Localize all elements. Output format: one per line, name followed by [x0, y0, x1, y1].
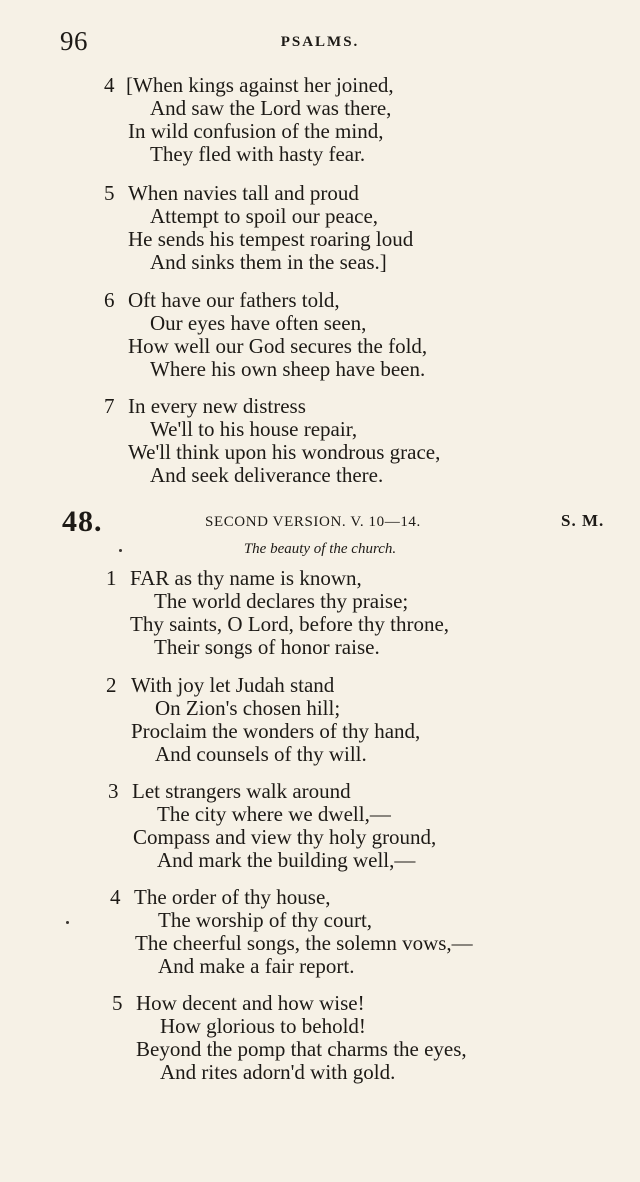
- verse-line: And saw the Lord was there,: [150, 96, 392, 120]
- verse-line: The city where we dwell,—: [157, 802, 391, 826]
- verse-line: Attempt to spoil our peace,: [150, 204, 379, 228]
- verse-line: Oft have our fathers told,: [128, 288, 340, 312]
- verse-line: The order of thy house,: [134, 885, 331, 909]
- verse-line: The worship of thy court,: [158, 908, 373, 932]
- page-number: 96: [60, 26, 88, 56]
- verse-line: [When kings against her joined,: [126, 73, 394, 97]
- verse-line: In wild confusion of the mind,: [128, 119, 384, 143]
- verse-line: How well our God secures the fold,: [128, 334, 428, 358]
- stanza-number: 3: [108, 779, 119, 803]
- verse-line: How decent and how wise!: [136, 991, 365, 1015]
- verse-line: Proclaim the wonders of thy hand,: [131, 719, 421, 743]
- psalm-heading: [0, 505, 640, 545]
- stanza-number: 6: [104, 288, 115, 312]
- verse-line: When navies tall and proud: [128, 181, 359, 205]
- stanza-number: 5: [112, 991, 123, 1015]
- stanza-number: 1: [106, 566, 117, 590]
- verse-line: And make a fair report.: [158, 954, 355, 978]
- verse-line: We'll to his house repair,: [150, 417, 358, 441]
- verse-line: The cheerful songs, the solemn vows,—: [135, 931, 473, 955]
- verse-line: Compass and view thy holy ground,: [133, 825, 437, 849]
- page-header: [0, 26, 640, 56]
- verse-line: On Zion's chosen hill;: [155, 696, 341, 720]
- verse-line: How glorious to behold!: [160, 1014, 366, 1038]
- verse-line: And counsels of thy will.: [155, 742, 367, 766]
- verse-line: And seek deliverance there.: [150, 463, 384, 487]
- verse-line: Beyond the pomp that charms the eyes,: [136, 1037, 467, 1061]
- ink-speck: [119, 549, 122, 552]
- verse-line: In every new distress: [128, 394, 306, 418]
- verse-line: Our eyes have often seen,: [150, 311, 367, 335]
- running-title: PSALMS.: [280, 34, 360, 50]
- verse-line: FAR as thy name is known,: [130, 566, 362, 590]
- psalm-number: 48.: [62, 505, 103, 538]
- verse-line: And rites adorn'd with gold.: [160, 1060, 396, 1084]
- stanza-number: 4: [104, 73, 115, 97]
- verse-line: Let strangers walk around: [132, 779, 351, 803]
- verse-line: They fled with hasty fear.: [150, 142, 366, 166]
- verse-line: And sinks them in the seas.]: [150, 250, 387, 274]
- verse-line: With joy let Judah stand: [131, 673, 335, 697]
- stanza-number: 2: [106, 673, 117, 697]
- verse-line: Their songs of honor raise.: [154, 635, 380, 659]
- version-label: SECOND VERSION. V. 10—14.: [205, 514, 421, 530]
- verse-line: The world declares thy praise;: [154, 589, 409, 613]
- ink-speck: [66, 921, 69, 924]
- stanza-number: 7: [104, 394, 115, 418]
- meter-label: S. M.: [561, 511, 605, 530]
- stanza-number: 5: [104, 181, 115, 205]
- stanza-number: 4: [110, 885, 121, 909]
- verse-line: And mark the building well,—: [157, 848, 416, 872]
- verse-line: Where his own sheep have been.: [150, 357, 426, 381]
- psalm-subtitle: The beauty of the church.: [243, 541, 397, 557]
- verse-line: He sends his tempest roaring loud: [128, 227, 414, 251]
- verse-line: We'll think upon his wondrous grace,: [128, 440, 441, 464]
- verse-line: Thy saints, O Lord, before thy throne,: [130, 612, 450, 636]
